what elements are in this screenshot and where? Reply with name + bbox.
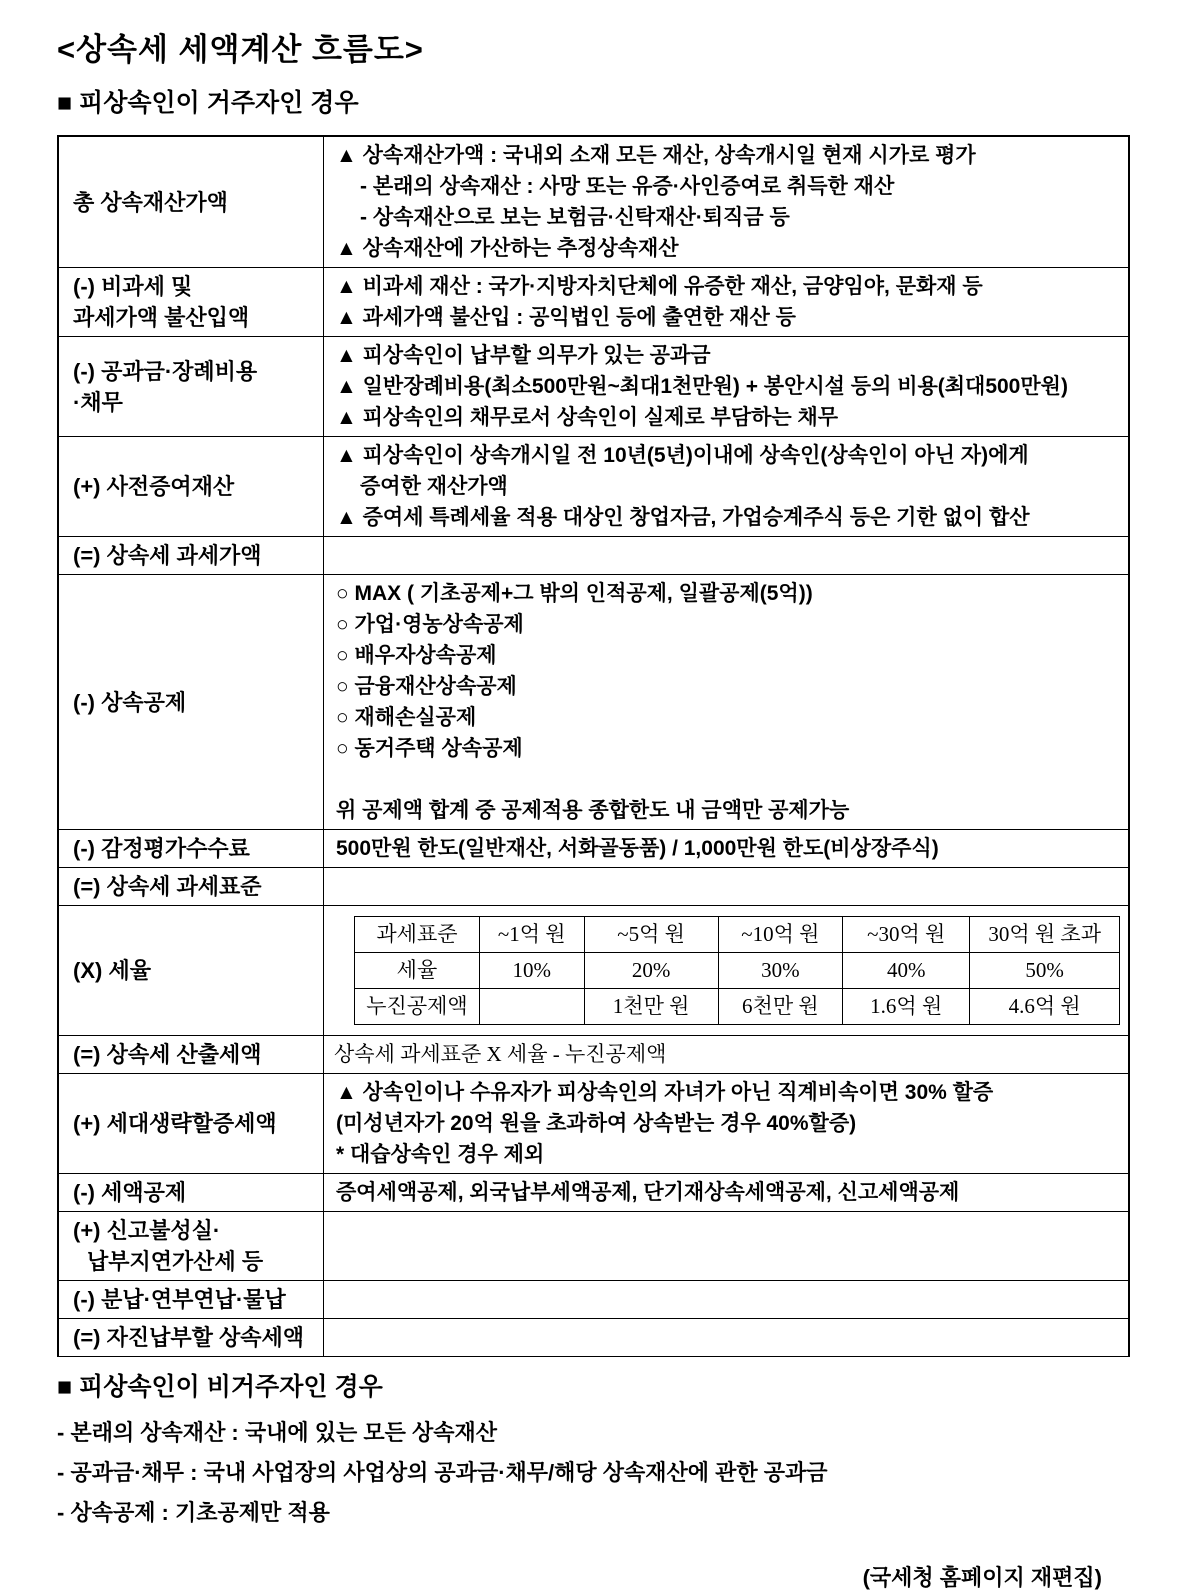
row-label: (-) 세액공제 (59, 1174, 324, 1211)
row-content (324, 1174, 1128, 1211)
content-line: ▲ 상속재산에 가산하는 추정상속재산 (336, 237, 679, 260)
content-line: ▲ 상속인이나 수유자가 피상속인의 자녀가 아닌 직계비속이면 30% 할증 (336, 1081, 994, 1104)
tax-rate-bracket-table (354, 916, 1120, 1025)
content-line-blank (336, 764, 1120, 795)
content-line: 증여한 재산가액 (360, 475, 508, 498)
table-row-penalty-tax (59, 1212, 1128, 1281)
content-line: ▲ 과세가액 불산입 : 공익법인 등에 출연한 재산 등 (336, 306, 796, 329)
table-row-public-charges-funeral-debt (59, 337, 1128, 437)
row-label: (-) 감정평가수수료 (59, 830, 324, 867)
row-label: (+) 세대생략할증세액 (59, 1074, 324, 1173)
content-line: ○ 재해손실공제 (336, 706, 477, 729)
source-attribution: (국세청 홈페이지 재편집) (862, 1565, 1102, 1590)
table-row-tax-credits (59, 1174, 1128, 1212)
content-line: (미성년자가 20억 원을 초과하여 상속받는 경우 40%할증) (336, 1112, 857, 1135)
section-heading-resident: ■ 피상속인이 거주자인 경우 (57, 89, 359, 117)
table-row-taxable-value (59, 537, 1128, 575)
table-row-pre-gifted-property (59, 437, 1128, 537)
table-row-calculated-tax (59, 1036, 1128, 1074)
row-content (324, 437, 1128, 536)
table-row-installment-payment (59, 1281, 1128, 1319)
row-label: (=) 상속세 산출세액 (59, 1036, 324, 1073)
content-line: ○ 동거주택 상속공제 (336, 737, 523, 760)
row-content (324, 906, 1128, 1035)
table-row-total-estate-value (59, 137, 1128, 268)
row-label: 총 상속재산가액 (59, 137, 324, 267)
content-line: 상속세 과세표준 X 세율 - 누진공제액 (334, 1042, 667, 1066)
row-label: (=) 상속세 과세표준 (59, 868, 324, 905)
table-row-generation-skip-surcharge (59, 1074, 1128, 1174)
row-label: (-) 분납·연부연납·물납 (59, 1281, 324, 1318)
row-label: (-) 공과금·장례비용 ·채무 (59, 337, 324, 436)
row-label: (+) 신고불성실· 납부지연가산세 등 (59, 1212, 324, 1280)
row-label: (=) 자진납부할 상속세액 (59, 1319, 324, 1356)
rate-table-row-rate: 세율 10% 20% 30% 40% 50% (355, 953, 1120, 989)
content-line: - 상속재산으로 보는 보험금·신탁재산·퇴직금 등 (360, 206, 790, 229)
table-row-tax-base (59, 868, 1128, 906)
row-content (324, 1281, 1128, 1318)
row-content (324, 575, 1128, 829)
row-content (324, 537, 1128, 574)
page-title: <상속세 세액계산 흐름도> (57, 32, 424, 67)
row-content (324, 1319, 1128, 1356)
table-row-appraisal-fee (59, 830, 1128, 868)
nonresident-note: - 공과금·채무 : 국내 사업장의 사업상의 공과금·채무/해당 상속재산에 관한 공과금 (57, 1460, 828, 1485)
nonresident-note: - 상속공제 : 기초공제만 적용 (57, 1500, 330, 1525)
content-line: ○ 배우자상속공제 (336, 644, 497, 667)
table-row-inheritance-deductions (59, 575, 1128, 830)
row-label: (X) 세율 (59, 906, 324, 1035)
row-label: (+) 사전증여재산 (59, 437, 324, 536)
row-label: (-) 상속공제 (59, 575, 324, 829)
content-line: 증여세액공제, 외국납부세액공제, 단기재상속세액공제, 신고세액공제 (336, 1181, 960, 1204)
row-content (324, 137, 1128, 267)
row-content (324, 337, 1128, 436)
row-content (324, 268, 1128, 336)
content-line: ▲ 피상속인이 납부할 의무가 있는 공과금 (336, 344, 711, 367)
inheritance-tax-flow-table (57, 135, 1130, 1357)
nonresident-section (57, 1367, 1130, 1592)
content-line: ▲ 피상속인의 채무로서 상속인이 실제로 부담하는 채무 (336, 406, 839, 429)
content-line: 500만원 한도(일반재산, 서화골동품) / 1,000만원 한도(비상장주식) (336, 837, 939, 860)
row-content (324, 1036, 1128, 1073)
content-line: ▲ 피상속인이 상속개시일 전 10년(5년)이내에 상속인(상속인이 아닌 자)에게 (336, 444, 1029, 467)
rate-table-row-deduction: 누진공제액 1천만 원 6천만 원 1.6억 원 4.6억 원 (355, 989, 1120, 1025)
content-line: ▲ 증여세 특례세율 적용 대상인 창업자금, 가업승계주식 등은 기한 없이 합산 (336, 506, 1030, 529)
row-content (324, 1212, 1128, 1280)
table-row-voluntary-payment-tax (59, 1319, 1128, 1357)
table-row-tax-rate (59, 906, 1128, 1036)
content-line: ▲ 비과세 재산 : 국가·지방자치단체에 유증한 재산, 금양임야, 문화재 등 (336, 275, 983, 298)
nonresident-note: - 본래의 상속재산 : 국내에 있는 모든 상속재산 (57, 1420, 497, 1445)
content-line: ○ 금융재산상속공제 (336, 675, 517, 698)
content-line: ○ 가업·영농상속공제 (336, 613, 524, 636)
content-line: ○ MAX ( 기초공제+그 밖의 인적공제, 일괄공제(5억)) (336, 582, 813, 605)
row-content (324, 830, 1128, 867)
content-line: 위 공제액 합계 중 공제적용 종합한도 내 금액만 공제가능 (336, 799, 850, 822)
content-line: ▲ 일반장례비용(최소500만원~최대1천만원) + 봉안시설 등의 비용(최대500만원) (336, 375, 1068, 398)
content-line: * 대습상속인 경우 제외 (336, 1143, 545, 1166)
section-heading-nonresident: ■ 피상속인이 비거주자인 경우 (57, 1373, 383, 1401)
content-line: - 본래의 상속재산 : 사망 또는 유증·사인증여로 취득한 재산 (360, 175, 895, 198)
rate-table-row-base: 과세표준 ~1억 원 ~5억 원 ~10억 원 ~30억 원 30억 원 초과 (355, 917, 1120, 953)
row-content (324, 868, 1128, 905)
row-label: (-) 비과세 및 과세가액 불산입액 (59, 268, 324, 336)
row-label: (=) 상속세 과세가액 (59, 537, 324, 574)
table-row-nontaxable (59, 268, 1128, 337)
content-line: ▲ 상속재산가액 : 국내외 소재 모든 재산, 상속개시일 현재 시가로 평가 (336, 144, 976, 167)
row-content (324, 1074, 1128, 1173)
